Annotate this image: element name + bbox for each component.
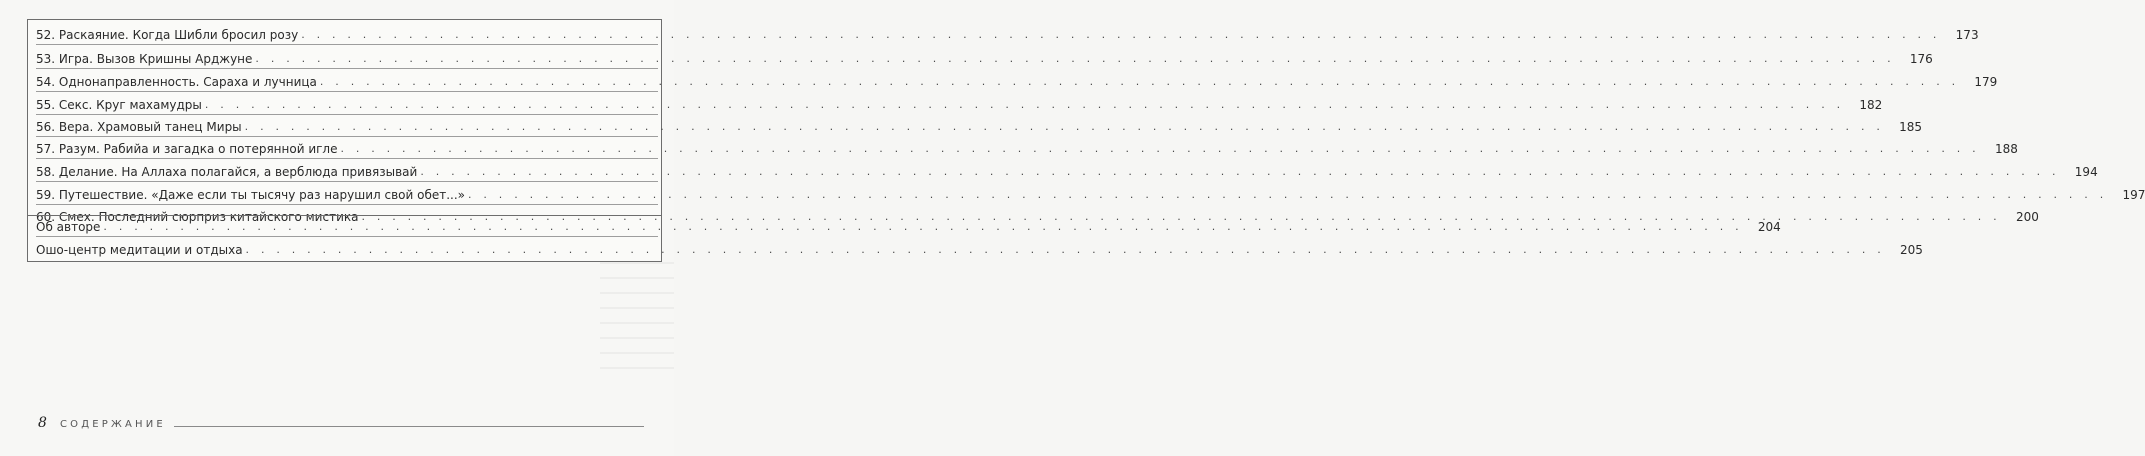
dot-leader: . . . . . . . . . . . . . . . . . . . . . . . . . . . . . . . . . . . . . . . . . . . . . . . . . . . . . . . . . . . . . . . . . . . . . . . . . . . . . . . . . . . . . . . . . . . . . . . . . . . . . . . . . . . [301, 28, 1941, 41]
toc-entry-osho-center [36, 239, 1923, 259]
toc-entry-55 [36, 94, 1883, 115]
toc-entry-page: 179 [1974, 75, 1998, 89]
toc-entry-title: 57. Разум. Рабийа и загадка о потерянной игле [36, 142, 338, 156]
toc-entry-title: 54. Однонаправленность. Сараха и лучница [36, 75, 317, 89]
toc-entry-58 [36, 161, 2098, 182]
toc-entry-57 [36, 138, 2018, 159]
toc-entry-page: 182 [1859, 98, 1883, 112]
bleed-through-text [600, 262, 674, 382]
toc-entry-page: 185 [1899, 120, 1923, 134]
toc-entry-page: 205 [1900, 243, 1923, 257]
toc-entry-page: 173 [1955, 28, 1979, 42]
dot-leader: . . . . . . . . . . . . . . . . . . . . . . . . . . . . . . . . . . . . . . . . . . . . . . . . . . . . . . . . . . . . . . . . . . . . . . . . . . . . . . . . . . . . . . . . . . . . . . . . . . . . . . . . . . . [103, 220, 1743, 233]
toc-entry-53 [36, 48, 1933, 69]
toc-entry-title: 59. Путешествие. «Даже если ты тысячу раз нарушил свой обет...» [36, 188, 466, 202]
toc-entry-title: Ошо-центр медитации и отдыха [36, 243, 243, 257]
toc-entry-title: 58. Делание. На Аллаха полагайся, а верблюда привязывай [36, 165, 418, 179]
toc-entry-title: 53. Игра. Вызов Кришны Арджуне [36, 52, 253, 66]
toc-entry-54 [36, 71, 1998, 92]
toc-entry-page: 188 [1994, 142, 2018, 156]
toc-entry-59 [36, 184, 2145, 205]
toc-entry-52 [36, 24, 1979, 45]
dot-leader: . . . . . . . . . . . . . . . . . . . . . . . . . . . . . . . . . . . . . . . . . . . . . . . . . . . . . . . . . . . . . . . . . . . . . . . . . . . . . . . . . . . . . . . . . . . . . . . . . . . . . . . . . . . [319, 75, 1960, 88]
toc-entry-page: 200 [2015, 210, 2039, 224]
toc-entry-56 [36, 116, 1923, 137]
toc-entry-page: 194 [2074, 165, 2098, 179]
toc-entry-page: 176 [1909, 52, 1933, 66]
dot-leader: . . . . . . . . . . . . . . . . . . . . . . . . . . . . . . . . . . . . . . . . . . . . . . . . . . . . . . . . . . . . . . . . . . . . . . . . . . . . . . . . . . . . . . . . . . . . . . . . . . . . . . . . . . . [361, 210, 2001, 223]
dot-leader: . . . . . . . . . . . . . . . . . . . . . . . . . . . . . . . . . . . . . . . . . . . . . . . . . . . . . . . . . . . . . . . . . . . . . . . . . . . . . . . . . . . . . . . . . . . . . . . . . . . . . . . . . . . [340, 142, 1980, 155]
dot-leader: . . . . . . . . . . . . . . . . . . . . . . . . . . . . . . . . . . . . . . . . . . . . . . . . . . . . . . . . . . . . . . . . . . . . . . . . . . . . . . . . . . . . . . . . . . . . . . . . . . . . . . . . . . . [245, 243, 1885, 256]
dot-leader: . . . . . . . . . . . . . . . . . . . . . . . . . . . . . . . . . . . . . . . . . . . . . . . . . . . . . . . . . . . . . . . . . . . . . . . . . . . . . . . . . . . . . . . . . . . . . . . . . . . . . . . . . . . [244, 120, 1885, 133]
page-number: 8 [38, 415, 47, 431]
toc-entry-page: 197 [2122, 188, 2145, 202]
toc-entry-title: 55. Секс. Круг махамудры [36, 98, 202, 112]
dot-leader: . . . . . . . . . . . . . . . . . . . . . . . . . . . . . . . . . . . . . . . . . . . . . . . . . . . . . . . . . . . . . . . . . . . . . . . . . . . . . . . . . . . . . . . . . . . . . . . . . . . . . . . . . . . [255, 52, 1895, 65]
footer-rule [174, 426, 644, 427]
running-footer-label: СОДЕРЖАНИЕ [60, 419, 166, 430]
dot-leader: . . . . . . . . . . . . . . . . . . . . . . . . . . . . . . . . . . . . . . . . . . . . . . . . . . . . . . . . . . . . . . . . . . . . . . . . . . . . . . . . . . . . . . . . . . . . . . . . . . . . . . . . . . . [204, 98, 1845, 111]
dot-leader: . . . . . . . . . . . . . . . . . . . . . . . . . . . . . . . . . . . . . . . . . . . . . . . . . . . . . . . . . . . . . . . . . . . . . . . . . . . . . . . . . . . . . . . . . . . . . . . . . . . . . . . . . . . [468, 188, 2108, 201]
toc-entry-title: 60. Смех. Последний сюрприз китайского мистика [36, 210, 359, 224]
toc-entry-title: Об авторе [36, 220, 101, 234]
toc-entry-page: 204 [1757, 220, 1781, 234]
toc-entry-title: 56. Вера. Храмовый танец Миры [36, 120, 242, 134]
toc-entry-title: 52. Раскаяние. Когда Шибли бросил розу [36, 28, 299, 42]
dot-leader: . . . . . . . . . . . . . . . . . . . . . . . . . . . . . . . . . . . . . . . . . . . . . . . . . . . . . . . . . . . . . . . . . . . . . . . . . . . . . . . . . . . . . . . . . . . . . . . . . . . . . . . . . . . [420, 165, 2060, 178]
toc-entry-about-author [36, 216, 1781, 237]
